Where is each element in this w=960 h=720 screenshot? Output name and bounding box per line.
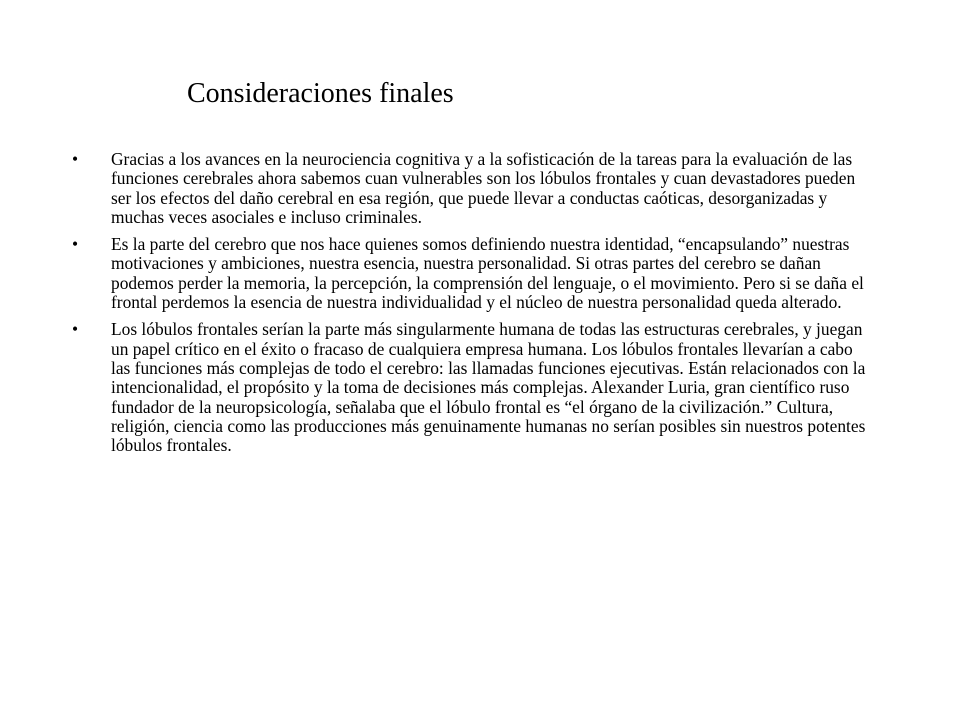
slide-title: Consideraciones finales	[187, 78, 454, 109]
bullet-text: Gracias a los avances en la neurociencia cognitiva y a la sofisticación de la tareas para la evaluación de las funciones cerebrales ahora sabemos cuan vulnerables son los lóbulos frontales y cuan devastadores pueden ser los efectos del daño cerebral en esa región, que puede llevar a conductas caóticas, desorganizadas y muchas veces asociales e incluso criminales.	[111, 149, 856, 227]
bullet-dot-icon: •	[72, 234, 79, 255]
bullet-dot-icon: •	[72, 149, 79, 169]
bullet-item	[72, 235, 872, 312]
bullet-dot-icon: •	[72, 319, 79, 340]
bullet-text: Los lóbulos frontales serían la parte más singularmente humana de todas las estructuras cerebrales, y juegan un papel crítico en el éxito o fracaso de cualquiera empresa humana. Los lóbulos frontales llevarían a cabo las funciones más complejas de todo el cerebro: las llamadas funciones ejecutivas. Están relacionados con la intencionalidad, el propósito y la toma de decisiones más complejas. Alexander Luria, gran científico ruso fundador de la neuropsicología, señalaba que el lóbulo frontal es “el órgano de la civilización.” Cultura, religión, ciencia como las producciones más genuinamente humanas no serían posibles sin nuestros potentes lóbulos frontales.	[111, 319, 866, 456]
bullet-list	[72, 150, 872, 463]
bullet-item	[72, 320, 872, 455]
bullet-text: Es la parte del cerebro que nos hace quienes somos definiendo nuestra identidad, “encapsulando” nuestras motivaciones y ambiciones, nuestra esencia, nuestra personalidad. Si otras partes del cerebro se dañan podemos perder la memoria, la percepción, la comprensión del lenguaje, o el movimiento. Pero si se daña el frontal perdemos la esencia de nuestra individualidad y el núcleo de nuestra personalidad queda alterado.	[111, 234, 864, 313]
bullet-item	[72, 150, 872, 227]
